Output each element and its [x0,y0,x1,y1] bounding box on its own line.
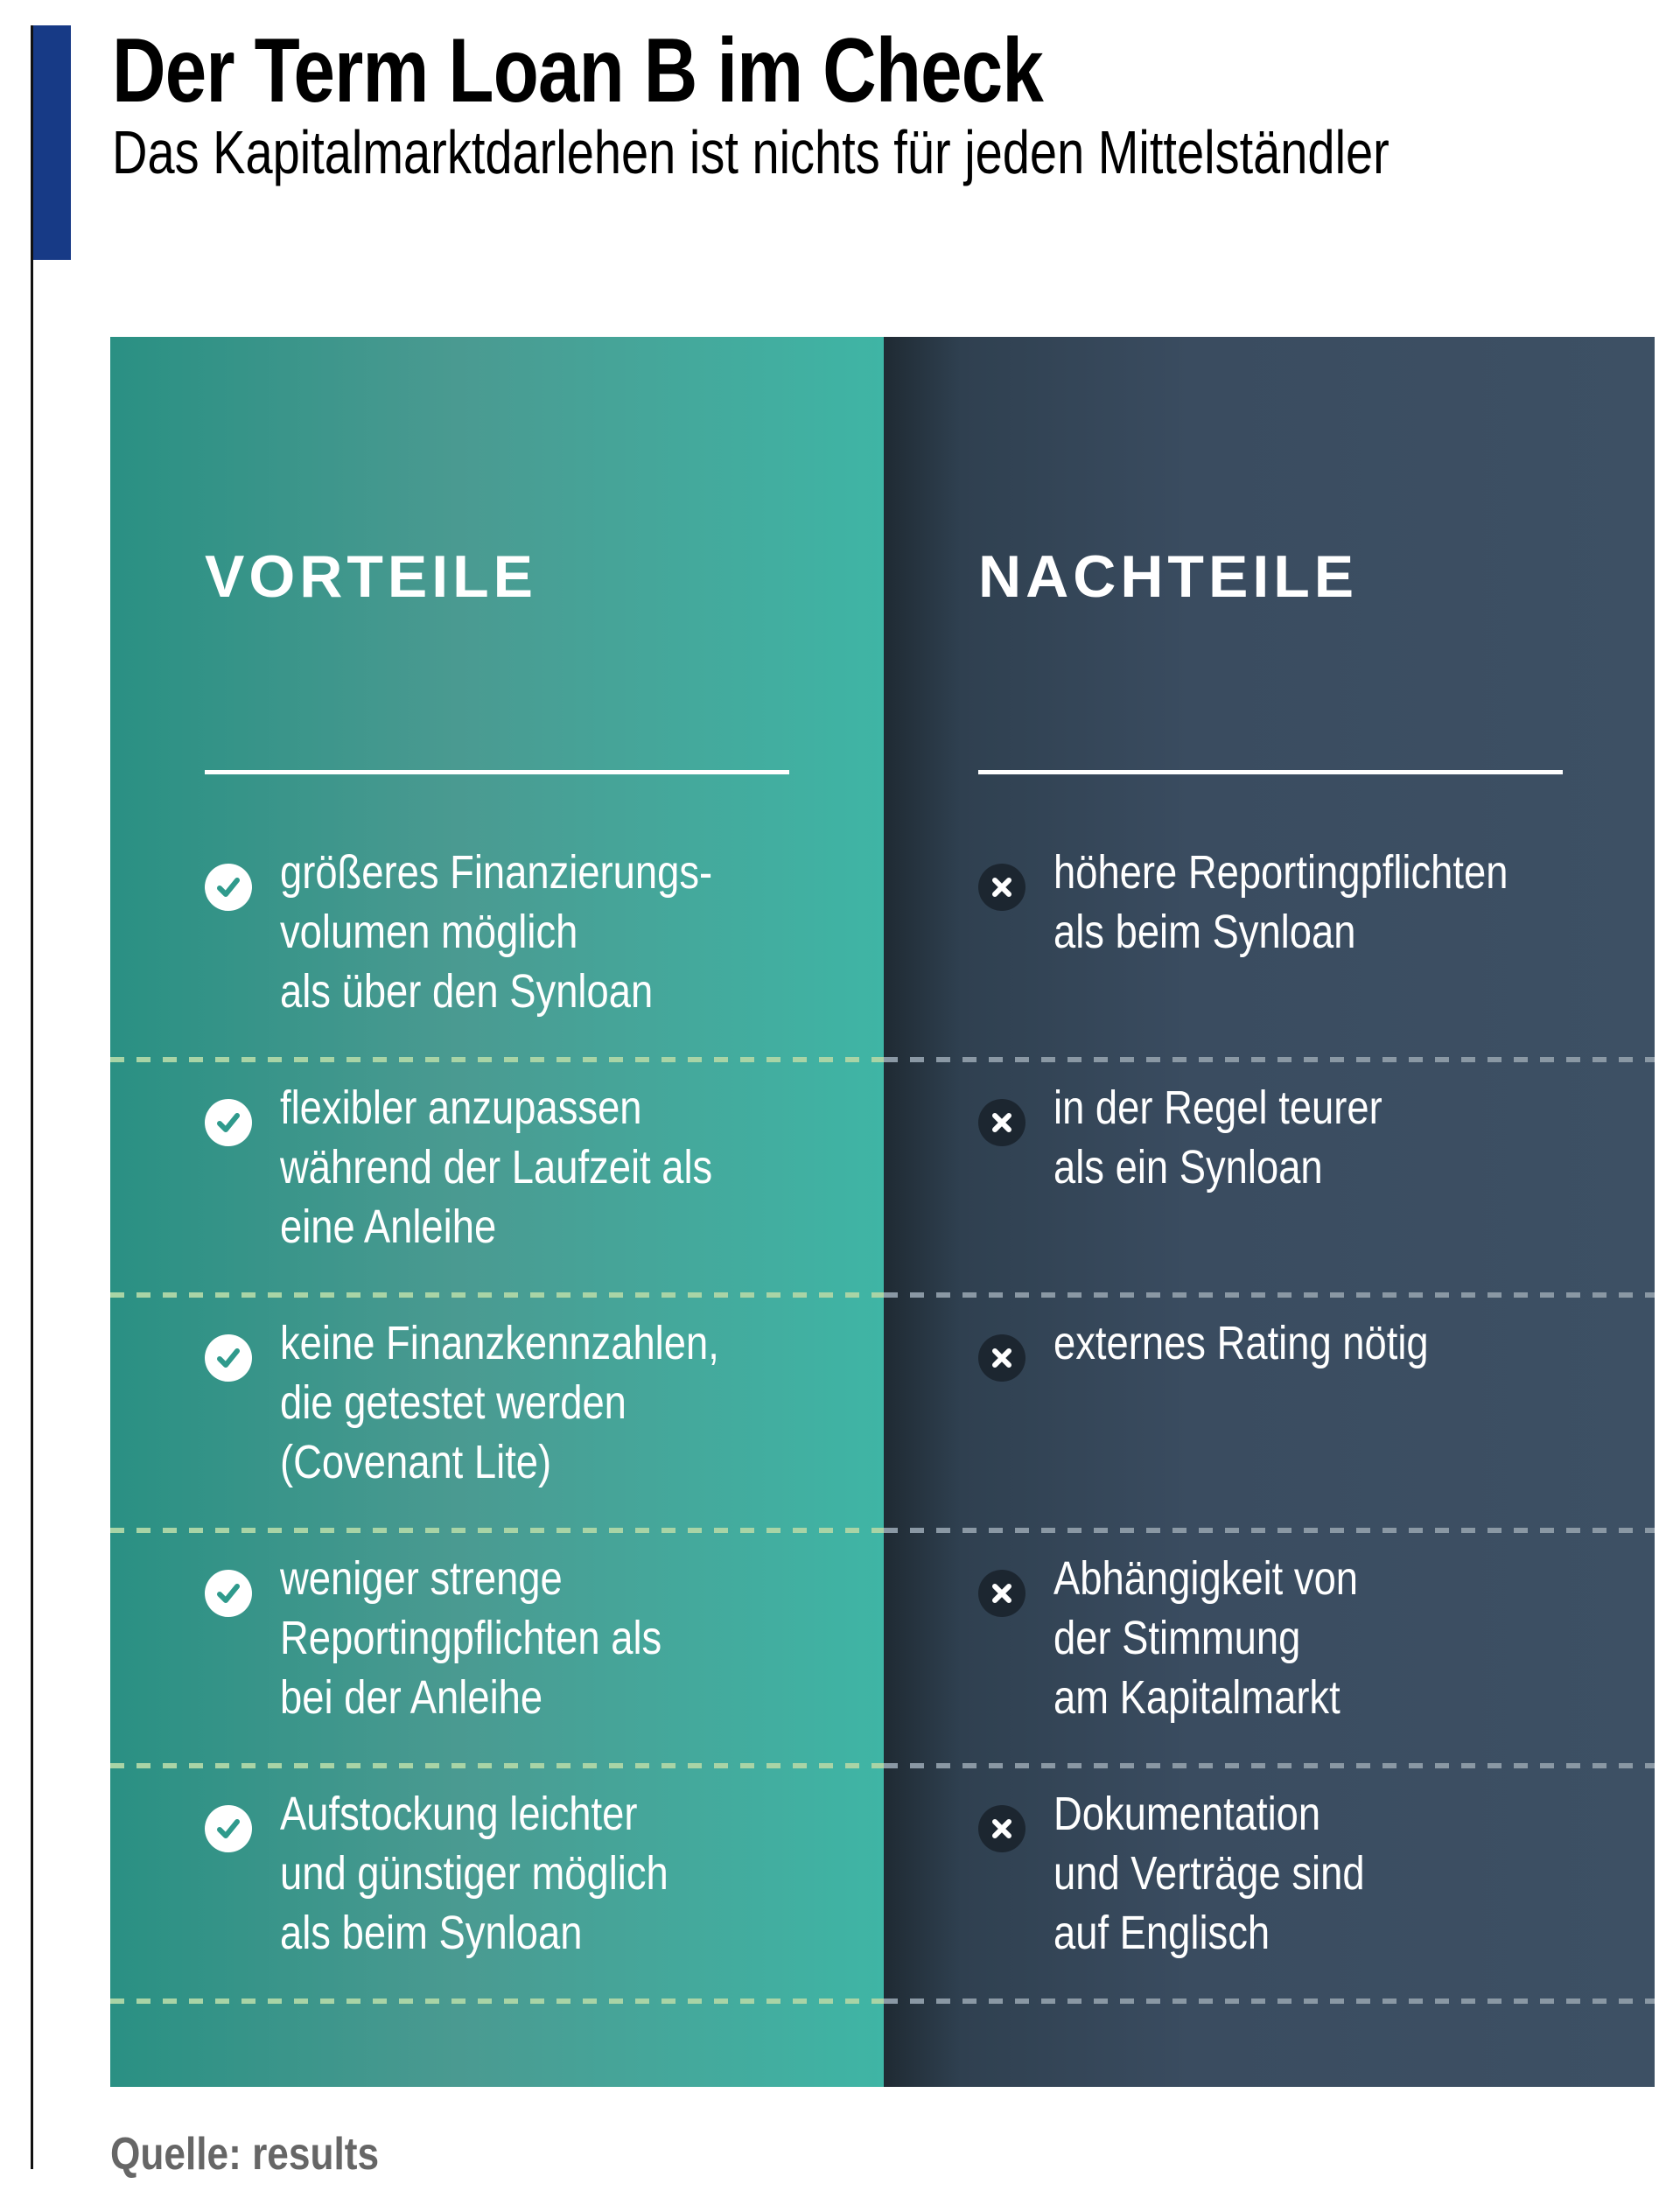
accent-line [31,25,33,2169]
pros-heading: VORTEILE [205,543,538,610]
x-circle-icon [978,1570,1026,1617]
x-circle-icon [978,1805,1026,1852]
check-circle-icon [205,1805,252,1852]
pros-list-item [110,1062,884,1298]
pros-underline [205,770,789,774]
pros-list-item [110,827,884,1062]
pros-list-item [110,1533,884,1768]
cons-list-item [884,1533,1655,1768]
cons-item-text: Abhängigkeit von der Stimmung am Kapitalmarkt [1054,1552,1359,1724]
cons-item-text: in der Regel teurer als ein Synloan [1054,1082,1382,1194]
cons-item-text: externes Rating nötig [1054,1317,1429,1369]
cons-item-text: Dokumentation und Verträge sind auf Englisch [1054,1788,1365,1959]
source-note: Quelle: results [110,2129,380,2180]
cons-panel [884,337,1655,2087]
dotted-divider [884,1998,1655,2004]
page-subtitle: Das Kapitalmarktdarlehen ist nichts für jeden Mittelständler [112,118,1390,186]
pros-list-item [110,1298,884,1533]
check-circle-icon [205,1570,252,1617]
cons-list-item [884,1768,1655,2004]
pros-list-item [110,1768,884,2004]
pros-panel [110,337,884,2087]
cons-list-item [884,1298,1655,1533]
pros-item-text: flexibler anzupassen während der Laufzeit als eine Anleihe [280,1082,713,1253]
x-circle-icon [978,1334,1026,1382]
cons-list-item [884,827,1655,1062]
check-circle-icon [205,1099,252,1146]
cons-item-text: höhere Reportingpflichten als beim Synloan [1054,846,1508,958]
pros-item-text: weniger strenge Reportingpflichten als bei der Anleihe [280,1552,662,1724]
dotted-divider [110,1998,884,2004]
x-circle-icon [978,1099,1026,1146]
cons-heading: NACHTEILE [978,543,1359,610]
check-circle-icon [205,864,252,911]
cons-underline [978,770,1563,774]
pros-item-text: größeres Finanzierungs- volumen möglich als über den Synloan [280,846,713,1018]
x-circle-icon [978,864,1026,911]
accent-bar [31,25,71,260]
check-circle-icon [205,1334,252,1382]
pros-item-text: Aufstockung leichter und günstiger möglich als beim Synloan [280,1788,668,1959]
page-title: Der Term Loan B im Check [112,20,1043,122]
pros-item-text: keine Finanzkennzahlen, die getestet werden (Covenant Lite) [280,1317,719,1488]
cons-list-item [884,1062,1655,1298]
